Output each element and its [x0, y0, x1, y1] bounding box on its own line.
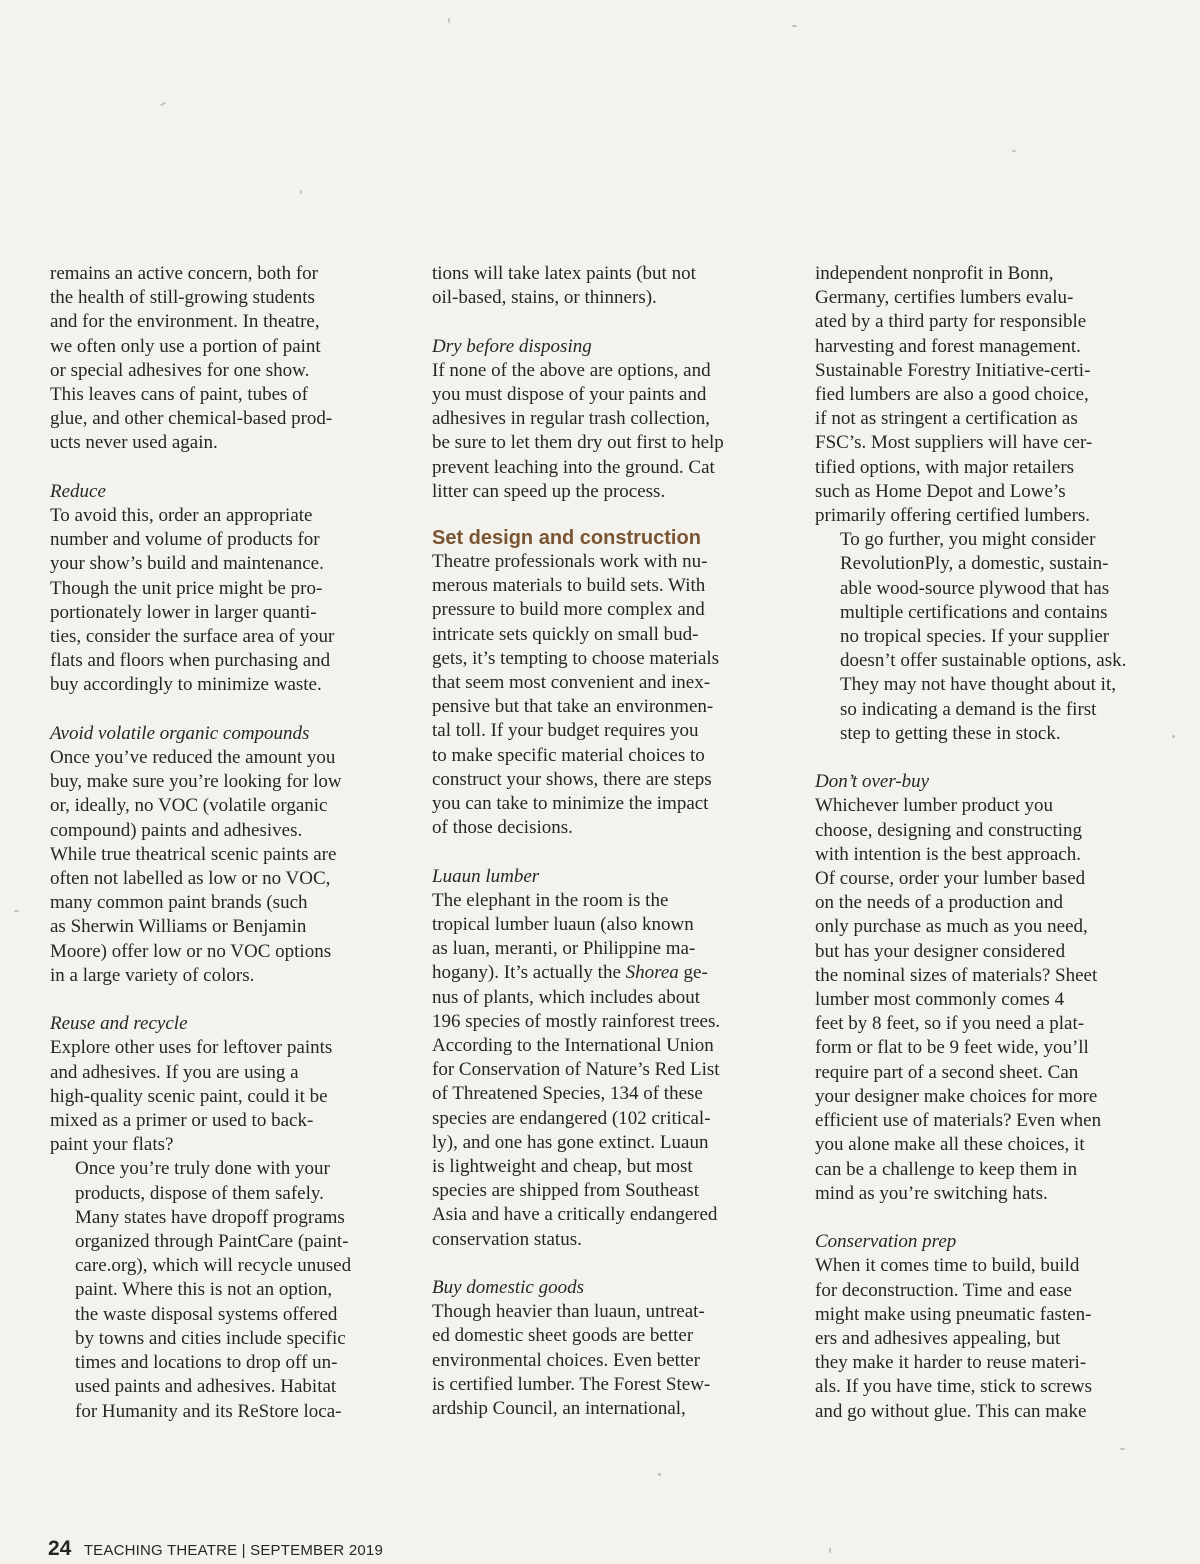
article-column-1: [50, 262, 395, 1424]
text-line: merous materials to build sets. With: [432, 575, 706, 597]
text-line: They may not have thought about it,: [840, 674, 1116, 696]
subheading: Buy domestic goods: [432, 1277, 584, 1299]
text-line: products, dispose of them safely.: [75, 1182, 324, 1204]
text-line: Though heavier than luaun, untreat-: [432, 1301, 705, 1323]
subheading: Dry before disposing: [432, 335, 592, 357]
text-line: Once you’re truly done with your: [75, 1158, 330, 1180]
text-line: Whichever lumber product you: [815, 795, 1053, 817]
text-line: such as Home Depot and Lowe’s: [815, 480, 1066, 502]
text-line: on the needs of a production and: [815, 892, 1063, 914]
paragraph: [50, 1036, 395, 1157]
article-column-2: [432, 262, 777, 1421]
text-line: adhesives in regular trash collection,: [432, 408, 711, 430]
text-line: The elephant in the room is the: [432, 889, 669, 911]
paragraph: [815, 262, 1160, 528]
text-line: times and locations to drop off un-: [75, 1352, 338, 1374]
text-line: that seem most convenient and inex-: [432, 672, 711, 694]
paper-speck: [1012, 150, 1016, 152]
text-line: While true theatrical scenic paints are: [50, 843, 337, 865]
text-line: harvesting and forest management.: [815, 335, 1081, 357]
text-line: often not labelled as low or no VOC,: [50, 868, 331, 890]
paragraph: [815, 528, 1160, 746]
text-line: nus of plants, which includes about: [432, 986, 701, 1008]
text-line: mixed as a primer or used to back-: [50, 1110, 314, 1132]
text-line: According to the International Union: [432, 1035, 714, 1057]
text-line: This leaves cans of paint, tubes of: [50, 384, 309, 406]
text-line: step to getting these in stock.: [840, 722, 1061, 744]
text-line: as Sherwin Williams or Benjamin: [50, 916, 307, 938]
text-line: tified options, with major retailers: [815, 456, 1075, 478]
text-line: gets, it’s tempting to choose materials: [432, 647, 720, 669]
page-number: 24: [48, 1537, 72, 1560]
text-line: ers and adhesives appealing, but: [815, 1327, 1061, 1349]
text-line: buy, make sure you’re looking for low: [50, 771, 342, 793]
article-column-3: [815, 262, 1160, 1424]
text-line: able wood-source plywood that has: [840, 577, 1110, 599]
text-line: many common paint brands (such: [50, 892, 308, 914]
text-line: your show’s build and maintenance.: [50, 553, 324, 575]
paragraph: [50, 504, 395, 698]
text-line: conservation status.: [432, 1228, 582, 1250]
text-line: litter can speed up the process.: [432, 480, 666, 502]
text-line: Theatre professionals work with nu-: [432, 551, 708, 573]
paragraph: [432, 359, 777, 504]
paragraph: [432, 889, 777, 1252]
text-line: they make it harder to reuse materi-: [815, 1352, 1087, 1374]
paragraph: [432, 550, 777, 840]
text-line: ardship Council, an international,: [432, 1398, 686, 1420]
text-line: you alone make all these choices, it: [815, 1134, 1085, 1156]
paper-speck: [792, 25, 797, 27]
subheading: Reuse and recycle: [50, 1013, 188, 1035]
text-line: doesn’t offer sustainable options, ask.: [840, 650, 1127, 672]
text-line: so indicating a demand is the first: [840, 698, 1097, 720]
text-line: Explore other uses for leftover paints: [50, 1037, 333, 1059]
text-line: mind as you’re switching hats.: [815, 1182, 1048, 1204]
subheading: Don’t over-buy: [815, 771, 930, 793]
text-line: tropical lumber luaun (also known: [432, 914, 694, 936]
text-line: organized through PaintCare (paint-: [75, 1231, 349, 1253]
text-line: and adhesives. If you are using a: [50, 1061, 299, 1083]
text-line: ated by a third party for responsible: [815, 311, 1087, 333]
paper-speck: [658, 1473, 661, 1476]
text-line: Once you’ve reduced the amount you: [50, 747, 336, 769]
text-line: ly), and one has gone extinct. Luaun: [432, 1131, 709, 1153]
text-line: only purchase as much as you need,: [815, 916, 1088, 938]
text-line: RevolutionPly, a domestic, sustain-: [840, 553, 1109, 575]
text-line: form or flat to be 9 feet wide, you’ll: [815, 1037, 1089, 1059]
text-line: paint. Where this is not an option,: [75, 1279, 333, 1301]
text-line: Sustainable Forestry Initiative-certi-: [815, 359, 1091, 381]
text-line: be sure to let them dry out first to help: [432, 432, 724, 454]
text-line: hogany). It’s actually the Shorea ge-: [432, 962, 708, 984]
text-line: choose, designing and constructing: [815, 819, 1083, 841]
text-line: for Conservation of Nature’s Red List: [432, 1059, 720, 1081]
text-line: Of course, order your lumber based: [815, 868, 1086, 890]
text-line: high-quality scenic paint, could it be: [50, 1085, 328, 1107]
text-line: number and volume of products for: [50, 529, 320, 551]
text-line: prevent leaching into the ground. Cat: [432, 456, 715, 478]
text-line: buy accordingly to minimize waste.: [50, 674, 322, 696]
text-line: or, ideally, no VOC (volatile organic: [50, 795, 328, 817]
text-line: To avoid this, order an appropriate: [50, 505, 313, 527]
text-line: 196 species of mostly rainforest trees.: [432, 1010, 721, 1032]
text-line: primarily offering certified lumbers.: [815, 505, 1091, 527]
text-line: To go further, you might consider: [840, 529, 1096, 551]
text-line: FSC’s. Most suppliers will have cer-: [815, 432, 1093, 454]
text-line: no tropical species. If your supplier: [840, 626, 1110, 648]
text-line: pensive but that take an environmen-: [432, 696, 714, 718]
text-line: portionately lower in larger quanti-: [50, 601, 317, 623]
text-line: might make using pneumatic fasten-: [815, 1303, 1092, 1325]
text-line: ed domestic sheet goods are better: [432, 1325, 694, 1347]
text-line: Many states have dropoff programs: [75, 1206, 345, 1228]
text-line: can be a challenge to keep them in: [815, 1158, 1078, 1180]
text-line: in a large variety of colors.: [50, 964, 255, 986]
text-line: als. If you have time, stick to screws: [815, 1376, 1093, 1398]
text-line: glue, and other chemical-based prod-: [50, 408, 333, 430]
text-line: is lightweight and cheap, but most: [432, 1156, 693, 1178]
text-line: Though the unit price might be pro-: [50, 577, 323, 599]
text-line: is certified lumber. The Forest Stew-: [432, 1373, 711, 1395]
paragraph: [50, 1157, 395, 1423]
text-line: of those decisions.: [432, 817, 573, 839]
text-line: If none of the above are options, and: [432, 359, 711, 381]
text-line: or special adhesives for one show.: [50, 359, 310, 381]
text-line: for Humanity and its ReStore loca-: [75, 1400, 342, 1422]
paper-speck: [1172, 735, 1175, 738]
text-line: tal toll. If your budget requires you: [432, 720, 699, 742]
text-line: as luan, meranti, or Philippine ma-: [432, 938, 696, 960]
paper-speck: [448, 18, 450, 23]
text-line: the waste disposal systems offered: [75, 1303, 338, 1325]
paper-speck: [300, 190, 302, 194]
paragraph: [815, 1254, 1160, 1423]
paragraph: [815, 794, 1160, 1205]
text-line: construct your shows, there are steps: [432, 768, 712, 790]
subheading: Conservation prep: [815, 1231, 957, 1253]
text-line: lumber most commonly comes 4: [815, 989, 1065, 1011]
text-line: pressure to build more complex and: [432, 599, 705, 621]
text-line: for deconstruction. Time and ease: [815, 1279, 1072, 1301]
paragraph: [432, 1300, 777, 1421]
text-line: your designer make choices for more: [815, 1085, 1098, 1107]
text-line: flats and floors when purchasing and: [50, 650, 331, 672]
text-line: Asia and have a critically endangered: [432, 1204, 718, 1226]
text-line: Moore) offer low or no VOC options: [50, 940, 332, 962]
paper-speck: [160, 102, 166, 107]
publication-line: TEACHING THEATRE | SEPTEMBER 2019: [83, 1542, 383, 1559]
text-line: oil-based, stains, or thinners).: [432, 287, 657, 309]
text-line: efficient use of materials? Even when: [815, 1110, 1102, 1132]
text-line: care.org), which will recycle unused: [75, 1255, 352, 1277]
text-line: and go without glue. This can make: [815, 1400, 1087, 1422]
text-line: intricate sets quickly on small bud-: [432, 623, 699, 645]
paragraph: [432, 262, 777, 310]
paper-speck: [14, 910, 19, 912]
text-line: by towns and cities include specific: [75, 1327, 346, 1349]
text-line: we often only use a portion of paint: [50, 335, 321, 357]
text-line: if not as stringent a certification as: [815, 408, 1078, 430]
subheading: Avoid volatile organic compounds: [50, 722, 310, 744]
text-line: species are shipped from Southeast: [432, 1180, 699, 1202]
paragraph: [50, 262, 395, 456]
text-line: you can take to minimize the impact: [432, 793, 709, 815]
text-line: feet by 8 feet, so if you need a plat-: [815, 1013, 1085, 1035]
paper-speck: [829, 1548, 831, 1553]
text-line: tions will take latex paints (but not: [432, 263, 696, 284]
text-line: environmental choices. Even better: [432, 1349, 701, 1371]
text-line: Germany, certifies lumbers evalu-: [815, 287, 1074, 309]
text-line: the health of still-growing students: [50, 287, 315, 309]
text-line: and for the environment. In theatre,: [50, 311, 320, 333]
text-line: but has your designer considered: [815, 940, 1066, 962]
subheading: Reduce: [50, 480, 106, 502]
text-line: the nominal sizes of materials? Sheet: [815, 964, 1098, 986]
text-line: compound) paints and adhesives.: [50, 819, 303, 841]
paper-speck: [1120, 1448, 1125, 1450]
text-line: species are endangered (102 critical-: [432, 1107, 711, 1129]
text-line: When it comes time to build, build: [815, 1255, 1080, 1277]
section-heading: Set design and construction: [432, 527, 701, 550]
text-line: with intention is the best approach.: [815, 843, 1081, 865]
text-line: to make specific material choices to: [432, 744, 705, 766]
paragraph: [50, 746, 395, 988]
text-line: ties, consider the surface area of your: [50, 626, 335, 648]
text-line: of Threatened Species, 134 of these: [432, 1083, 703, 1105]
text-line: remains an active concern, both for: [50, 263, 318, 284]
text-line: paint your flats?: [50, 1134, 174, 1156]
text-line: ucts never used again.: [50, 432, 218, 454]
text-line: independent nonprofit in Bonn,: [815, 263, 1054, 284]
subheading: Luaun lumber: [432, 865, 540, 887]
text-line: you must dispose of your paints and: [432, 384, 707, 405]
text-line: multiple certifications and contains: [840, 601, 1108, 623]
text-line: fied lumbers are also a good choice,: [815, 384, 1089, 406]
page-footer: [48, 1537, 383, 1561]
text-line: require part of a second sheet. Can: [815, 1061, 1079, 1083]
text-line: used paints and adhesives. Habitat: [75, 1376, 337, 1398]
